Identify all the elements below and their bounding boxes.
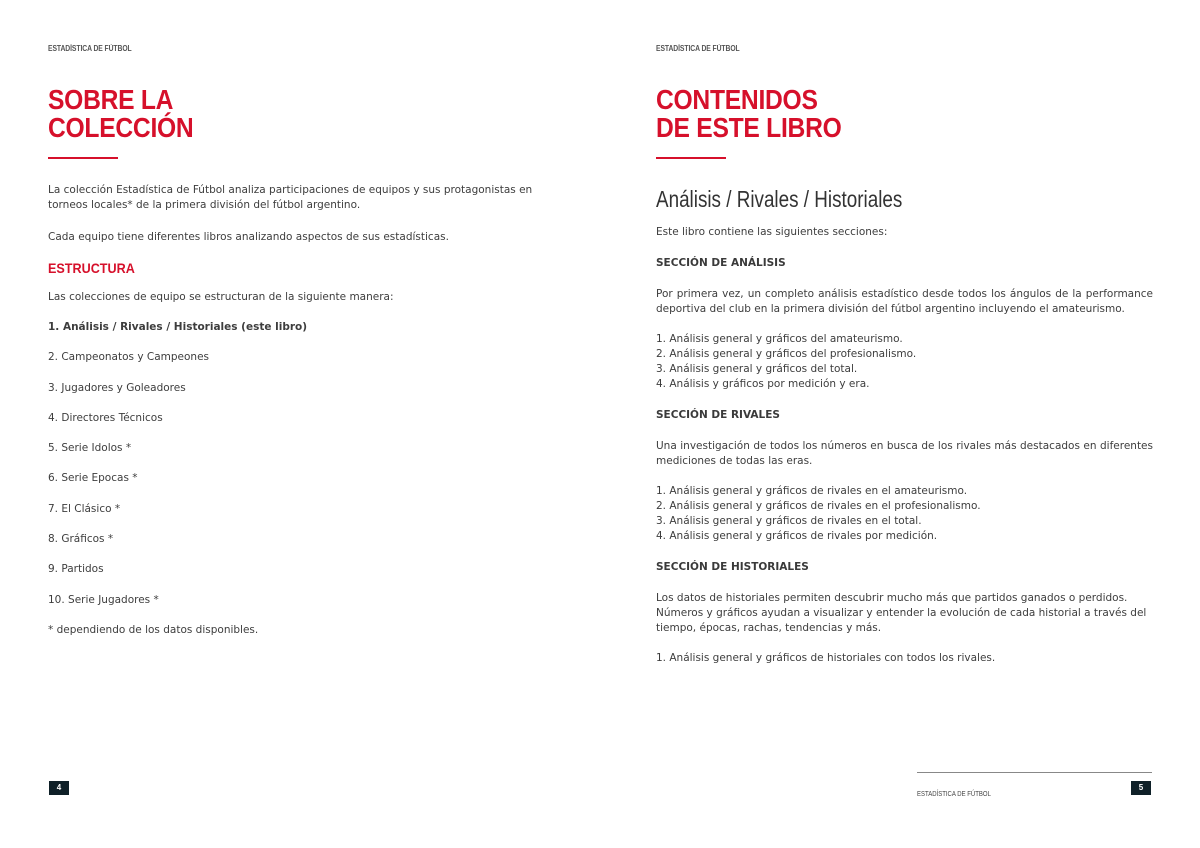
running-head: ESTADÍSTICA DE FÚTBOL — [48, 44, 132, 53]
section-item: 3. Análisis general y gráficos de rivales en el total. — [656, 515, 922, 527]
section-item: 1. Análisis general y gráficos de historiales con todos los rivales. — [656, 652, 996, 664]
section-description: Una investigación de todos los números en busca de los rivales más destacados en diferentes mediciones de todas las eras. — [656, 440, 1153, 467]
page-number-badge: 5 — [1131, 781, 1151, 795]
contains-text: Este libro contiene las siguientes secciones: — [656, 226, 888, 238]
structure-heading: ESTRUCTURA — [48, 260, 135, 276]
structure-list — [48, 305, 558, 608]
page-title-line: COLECCIÓN — [48, 112, 194, 143]
structure-item: 2. Campeonatos y Campeones — [48, 351, 210, 364]
running-head: ESTADÍSTICA DE FÚTBOL — [656, 44, 740, 53]
structure-item: 10. Serie Jugadores * — [48, 593, 159, 606]
section-description: Por primera vez, un completo análisis estadístico desde todos los ángulos de la performance deportiva del club en la primera división del fútbol argentino incluyendo el amateurismo. — [656, 288, 1153, 315]
section-item: 4. Análisis general y gráficos de rivales por medición. — [656, 530, 938, 542]
structure-item: 4. Directores Técnicos — [48, 411, 163, 424]
title-underline — [48, 157, 118, 159]
section-items — [656, 484, 1153, 544]
section-items — [656, 651, 1153, 666]
page-title-line: SOBRE LA — [48, 84, 174, 115]
structure-item: 1. Análisis / Rivales / Historiales (este libro) — [48, 321, 308, 333]
section-heading: SECCIÓN DE ANÁLISIS — [656, 257, 786, 269]
footer-label: ESTADÍSTICA DE FÚTBOL — [917, 789, 991, 798]
right-page — [600, 0, 1200, 848]
structure-item: 8. Gráficos * — [48, 533, 114, 546]
page-title — [656, 86, 842, 142]
structure-item: 6. Serie Epocas * — [48, 472, 138, 485]
section-items — [656, 332, 1153, 392]
page-number-badge: 4 — [49, 781, 69, 795]
section-item: 4. Análisis y gráficos por medición y era. — [656, 378, 870, 390]
left-content — [48, 183, 558, 638]
title-underline — [656, 157, 726, 159]
intro-paragraph: La colección Estadística de Fútbol analiza participaciones de equipos y sus protagonistas en torneos locales* de la primera división del fútbol argentino. — [48, 184, 533, 211]
page-title — [48, 86, 193, 142]
section-item: 1. Análisis general y gráficos del amateurismo. — [656, 333, 903, 345]
section-item: 3. Análisis general y gráficos del total. — [656, 363, 858, 375]
structure-item: 3. Jugadores y Goleadores — [48, 381, 186, 394]
section-historiales — [656, 560, 1153, 666]
page-title-line: CONTENIDOS — [656, 84, 818, 115]
footer-divider — [917, 772, 1152, 773]
page-title-line: DE ESTE LIBRO — [656, 112, 842, 143]
section-description: Los datos de historiales permiten descubrir mucho más que partidos ganados o perdidos. Números y gráficos ayudan a visualizar y entender la evolución de cada historial a través del tiempo, épocas, rachas, tendencias y más. — [656, 592, 1147, 634]
section-analisis — [656, 256, 1153, 392]
section-heading: SECCIÓN DE RIVALES — [656, 409, 780, 421]
structure-item: 7. El Clásico * — [48, 502, 121, 515]
section-item: 1. Análisis general y gráficos de rivales en el amateurismo. — [656, 485, 968, 497]
footnote: * dependiendo de los datos disponibles. — [48, 623, 259, 636]
structure-item: 9. Partidos — [48, 563, 104, 576]
structure-item: 5. Serie Idolos * — [48, 442, 132, 455]
section-rivales — [656, 408, 1153, 544]
section-heading: SECCIÓN DE HISTORIALES — [656, 561, 809, 573]
structure-intro: Las colecciones de equipo se estructuran de la siguiente manera: — [48, 291, 394, 303]
intro-paragraph: Cada equipo tiene diferentes libros analizando aspectos de sus estadísticas. — [48, 231, 449, 243]
book-title: Análisis / Rivales / Historiales — [656, 186, 903, 212]
right-content — [656, 185, 1153, 666]
section-item: 2. Análisis general y gráficos del profesionalismo. — [656, 348, 917, 360]
section-item: 2. Análisis general y gráficos de rivales en el profesionalismo. — [656, 500, 981, 512]
